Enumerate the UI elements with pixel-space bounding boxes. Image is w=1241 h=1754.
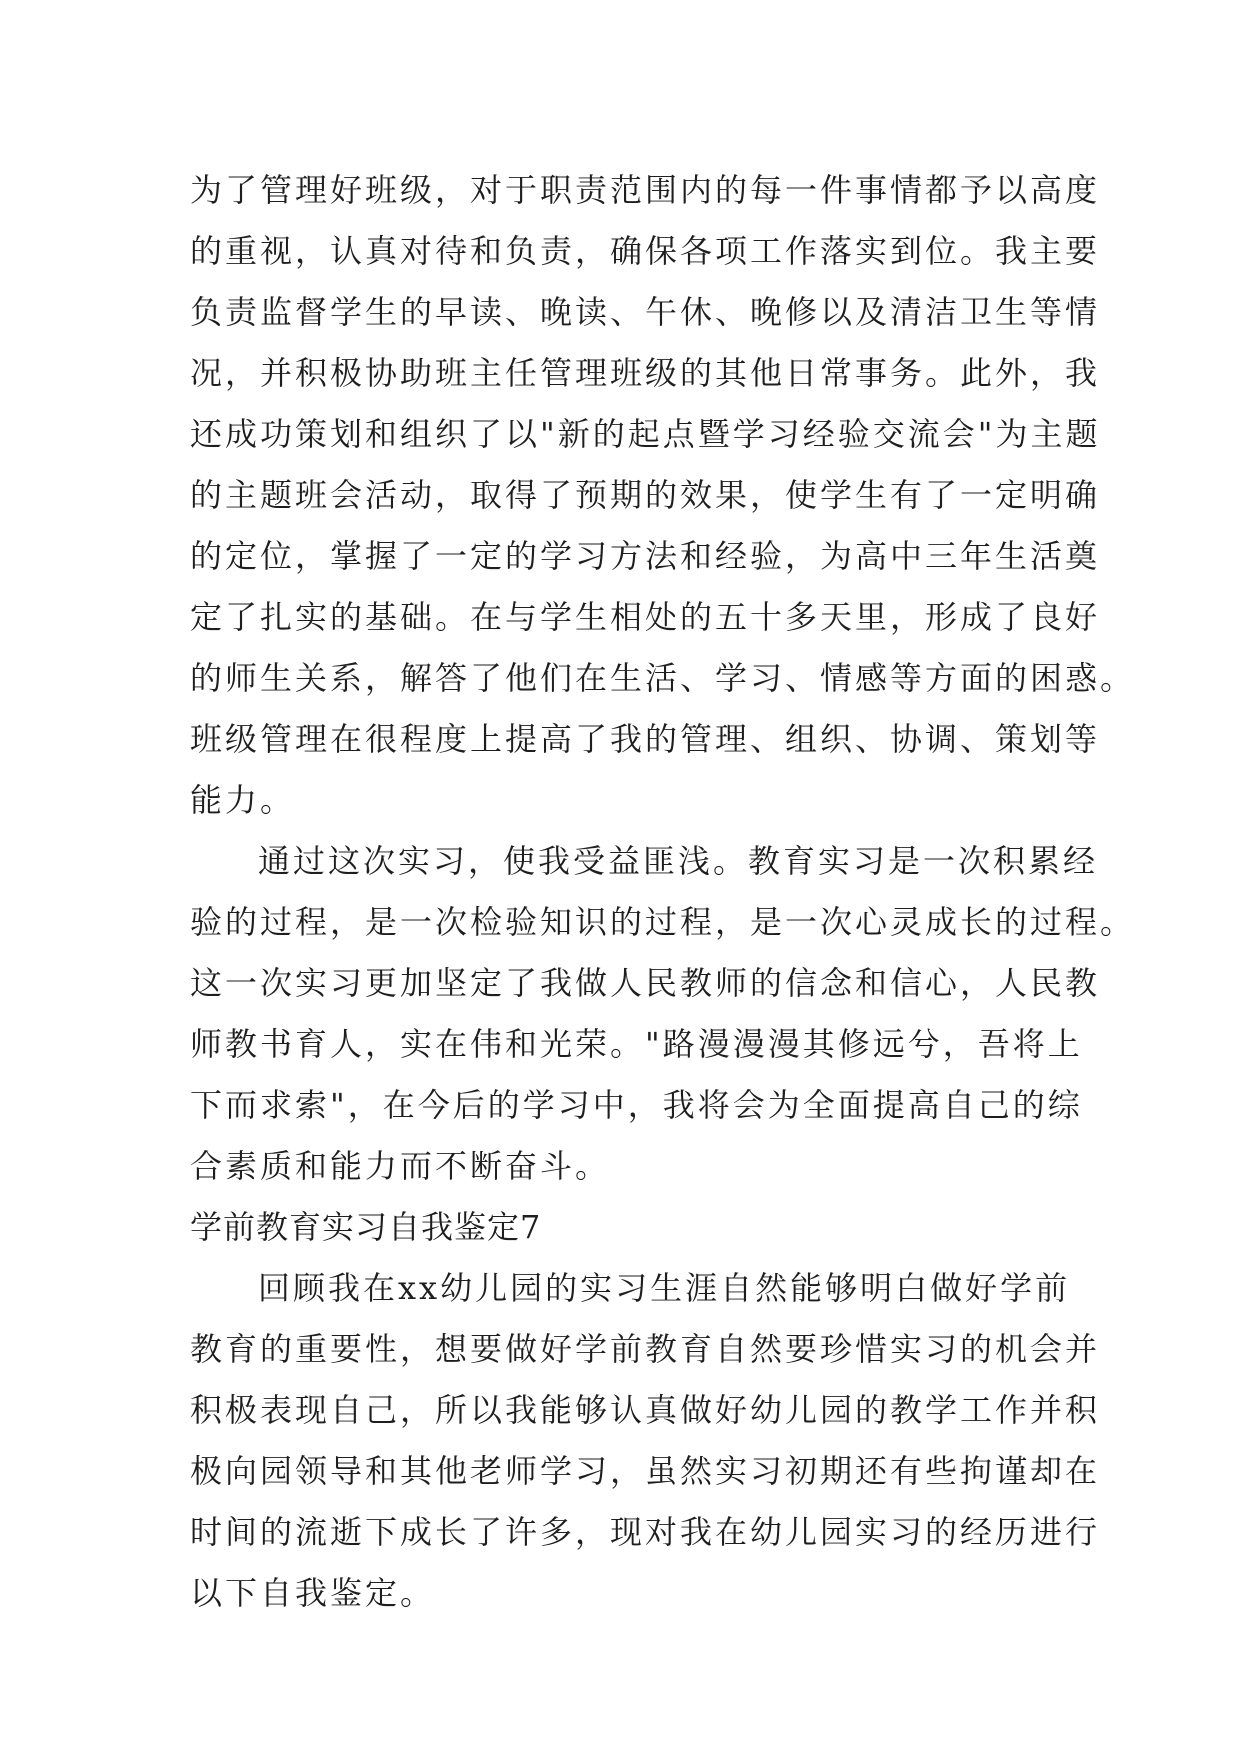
paragraph-line: 师教书育人，实在伟和光荣。"路漫漫漫其修远兮，吾将上 (190, 1025, 1083, 1063)
heading-text: 学前教育实习自我鉴定7 (190, 1208, 542, 1246)
paragraph-line: 的主题班会活动，取得了预期的效果，使学生有了一定明确 (190, 476, 1101, 514)
document-body (190, 160, 1136, 1624)
paragraph-line: 况，并积极协助班主任管理班级的其他日常事务。此外，我 (190, 354, 1101, 392)
paragraph-line: 回顾我在xx幼儿园的实习生涯自然能够明白做好学前 (258, 1269, 1071, 1307)
paragraph-line: 积极表现自己，所以我能够认真做好幼儿园的教学工作并积 (190, 1391, 1101, 1429)
paragraph-line: 教育的重要性，想要做好学前教育自然要珍惜实习的机会并 (190, 1330, 1101, 1368)
paragraph-line: 能力。 (190, 781, 296, 819)
paragraph-line: 的定位，掌握了一定的学习方法和经验，为高中三年生活奠 (190, 537, 1101, 575)
paragraph-line: 负责监督学生的早读、晚读、午休、晚修以及清洁卫生等情 (190, 293, 1101, 331)
paragraph-line: 时间的流逝下成长了许多，现对我在幼儿园实习的经历进行 (190, 1513, 1101, 1551)
paragraph-line: 的重视，认真对待和负责，确保各项工作落实到位。我主要 (190, 232, 1101, 270)
paragraph-line: 为了管理好班级，对于职责范围内的每一件事情都予以高度 (190, 171, 1101, 209)
paragraph (190, 1258, 1101, 1624)
paragraph-line: 通过这次实习，使我受益匪浅。教育实习是一次积累经 (258, 842, 1099, 880)
paragraph-line: 定了扎实的基础。在与学生相处的五十多天里，形成了良好 (190, 598, 1101, 636)
paragraph-line: 验的过程，是一次检验知识的过程，是一次心灵成长的过程。 (190, 903, 1136, 941)
paragraph-line: 的师生关系，解答了他们在生活、学习、情感等方面的困惑。 (190, 659, 1136, 697)
paragraph (190, 831, 1136, 1197)
paragraph-line: 还成功策划和组织了以"新的起点暨学习经验交流会"为主题 (190, 415, 1101, 453)
paragraph-line: 班级管理在很程度上提高了我的管理、组织、协调、策划等 (190, 720, 1101, 758)
paragraph-line: 下而求索"，在今后的学习中，我将会为全面提高自己的综 (190, 1086, 1083, 1124)
paragraph-line: 极向园领导和其他老师学习，虽然实习初期还有些拘谨却在 (190, 1452, 1101, 1490)
paragraph-line: 合素质和能力而不断奋斗。 (190, 1147, 611, 1185)
paragraph (190, 160, 1136, 831)
paragraph-line: 这一次实习更加坚定了我做人民教师的信念和信心，人民教 (190, 964, 1101, 1002)
paragraph-line: 以下自我鉴定。 (190, 1574, 436, 1612)
section-heading (190, 1197, 1050, 1258)
